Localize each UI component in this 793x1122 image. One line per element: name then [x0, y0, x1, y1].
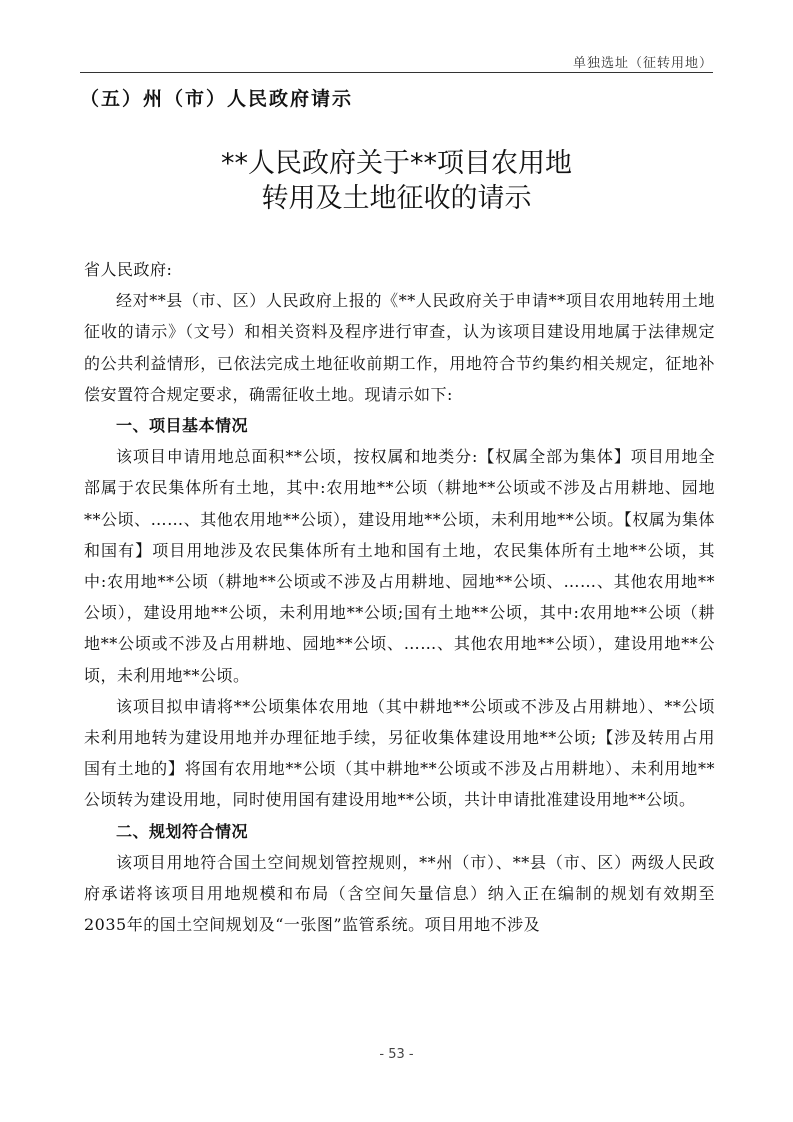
- document-title-line-1: **人民政府关于**项目农用地: [221, 148, 572, 179]
- document-title: [60, 146, 733, 216]
- document-title-line-2: 转用及土地征收的请示: [261, 183, 532, 214]
- section-heading: （五）州（市）人民政府请示: [80, 88, 354, 110]
- paragraph-land-conversion: 该项目拟申请将**公顷集体农用地（其中耕地**公顷或不涉及占用耕地）、**公顷未利用地转为建设用地并办理征地手续，另征收集体建设用地**公顷;【涉及转用占用国有土地的】将国有农用地**公顷（其中耕地**公顷或不涉及占用耕地）、未利用地**公顷转为建设用地，同时使用国有建设用地**公顷，共计申请批准建设用地**公顷。: [84, 696, 715, 810]
- paragraph-land-area: 该项目申请用地总面积**公顷，按权属和地类分:【权属全部为集体】项目用地全部属于农民集体所有土地，其中:农用地**公顷（耕地**公顷或不涉及占用耕地、园地**公顷、……、其他农用地**公顷），建设用地**公顷，未利用地**公顷。【权属为集体和国有】项目用地涉及农民集体所有土地和国有土地，农民集体所有土地**公顷，其中:农用地**公顷（耕地**公顷或不涉及占用耕地、园地**公顷、……、其他农用地**公顷），建设用地**公顷，未利用地**公顷;国有土地**公顷，其中:农用地**公顷（耕地**公顷或不涉及占用耕地、园地**公顷、……、其他农用地**公顷），建设用地**公顷，未利用地**公顷。: [84, 447, 715, 685]
- document-body: [84, 254, 715, 940]
- intro-paragraph: 经对**县（市、区）人民政府上报的《**人民政府关于申请**项目农用地转用土地征收的请示》（文号）和相关资料及程序进行审查，认为该项目建设用地属于法律规定的公共利益情形，已依法完成土地征收前期工作，用地符合节约集约相关规定，征地补偿安置符合规定要求，确需征收土地。现请示如下:: [84, 291, 715, 404]
- page-number: - 53 -: [379, 1047, 414, 1062]
- paragraph-planning: 该项目用地符合国土空间规划管控规则，**州（市）、**县（市、区）两级人民政府承诺将该项目用地规模和布局（含空间矢量信息）纳入正在编制的规划有效期至2035年的国土空间规划及“一张图”监管系统。项目用地不涉及: [84, 852, 715, 935]
- subheading-project-basics: 一、项目基本情况: [116, 416, 249, 436]
- salutation: 省人民政府:: [84, 260, 173, 279]
- header-divider: [80, 72, 713, 73]
- running-header: 单独选址（征转用地）: [572, 56, 713, 71]
- subheading-planning-compliance: 二、规划符合情况: [116, 821, 249, 841]
